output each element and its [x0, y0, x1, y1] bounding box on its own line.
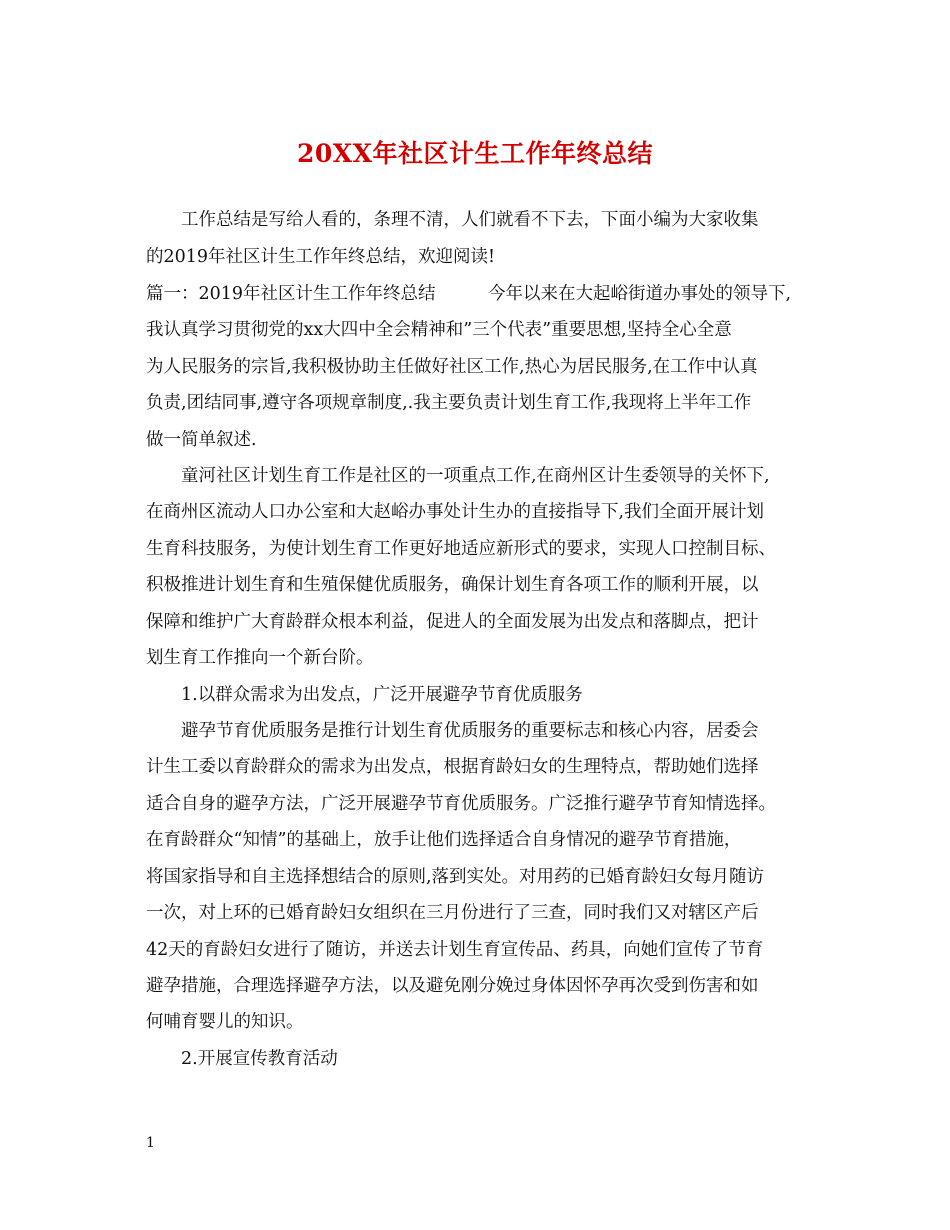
- paragraph-line: 42天的育龄妇女进行了随访，并送去计划生育宣传品、药具，向她们宣传了节育: [146, 940, 764, 960]
- paragraph-line: 工作总结是写给人看的，条理不清，人们就看不下去，下面小编为大家收集: [181, 210, 759, 230]
- paragraph-line: 我认真学习贯彻党的xx大四中全会精神和”三个代表”重要思想,坚持全心全意: [146, 320, 732, 340]
- paragraph-line: 在育龄群众“知情”的基础上，放手让他们选择适合自身情况的避孕节育措施，: [146, 830, 742, 850]
- paragraph-line: 生育科技服务，为使计划生育工作更好地适应新形式的要求，实现人口控制目标、: [146, 539, 776, 559]
- paragraph-line: 童河社区计划生育工作是社区的一项重点工作,在商州区计生委领导的关怀下,: [181, 466, 770, 486]
- paragraph-line: 为人民服务的宗旨,我积极协助主任做好社区工作,热心为居民服务,在工作中认真: [146, 357, 758, 377]
- paragraph-line: 计生工委以育龄群众的需求为出发点，根据育龄妇女的生理特点，帮助她们选择: [146, 757, 759, 777]
- paragraph-line: 避孕措施，合理选择避孕方法，以及避免刚分娩过身体因怀孕再次受到伤害和如: [146, 976, 759, 996]
- section-heading: 1.以群众需求为出发点，广泛开展避孕节育优质服务: [181, 685, 583, 705]
- paragraph-line: 在商州区流动人口办公室和大赵峪办事处计生办的直接指导下,我们全面开展计划: [146, 502, 765, 522]
- paragraph-line: 做一简单叙述.: [146, 430, 257, 450]
- paragraph-line: 篇一：2019年社区计生工作年终总结 今年以来在大起峪街道办事处的领导下,: [146, 284, 792, 304]
- paragraph-line: 一次，对上环的已婚育龄妇女组织在三月份进行了三查，同时我们又对辖区产后: [146, 903, 759, 923]
- paragraph-line: 保障和维护广大育龄群众根本利益，促进人的全面发展为出发点和落脚点，把计: [146, 612, 759, 632]
- section-heading: 2.开展宣传教育活动: [181, 1049, 338, 1069]
- paragraph-line: 避孕节育优质服务是推行计划生育优质服务的重要标志和核心内容，居委会: [181, 721, 759, 741]
- paragraph-line: 的2019年社区计生工作年终总结，欢迎阅读!: [146, 247, 496, 267]
- paragraph-line: 何哺育婴儿的知识。: [146, 1012, 304, 1032]
- page-title: 20XX年社区计生工作年终总结: [296, 139, 654, 168]
- paragraph-line: 适合自身的避孕方法，广泛开展避孕节育优质服务。广泛推行避孕节育知情选择。: [146, 794, 776, 814]
- paragraph-line: 负责,团结同事,遵守各项规章制度,.我主要负责计划生育工作,我现将上半年工作: [146, 393, 752, 413]
- paragraph-line: 划生育工作推向一个新台阶。: [146, 648, 374, 668]
- page-number: 1: [146, 1135, 155, 1151]
- paragraph-line: 积极推进计划生育和生殖保健优质服务，确保计划生育各项工作的顺利开展，以: [146, 575, 759, 595]
- paragraph-line: 将国家指导和自主选择想结合的原则,落到实处。对用药的已婚育龄妇女每月随访: [146, 867, 765, 887]
